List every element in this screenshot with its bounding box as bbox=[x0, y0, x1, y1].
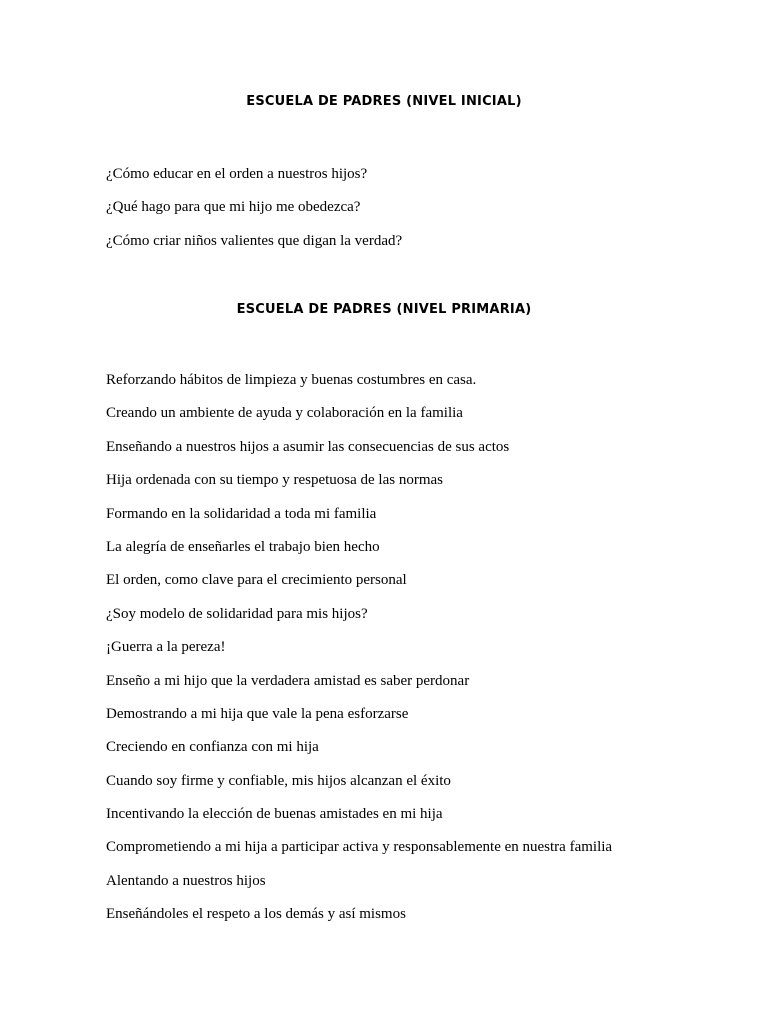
section-heading-inicial: ESCUELA DE PADRES (NIVEL INICIAL) bbox=[246, 94, 522, 109]
topic-list-inicial bbox=[106, 164, 402, 264]
list-item: Comprometiendo a mi hija a participar activa y responsablemente en nuestra familia bbox=[106, 839, 613, 856]
list-item: Demostrando a mi hija que vale la pena esforzarse bbox=[106, 705, 409, 722]
list-item: Incentivando la elección de buenas amistades en mi hija bbox=[106, 806, 443, 823]
topic-list-primaria bbox=[106, 370, 612, 938]
list-item: Formando en la solidaridad a toda mi familia bbox=[106, 505, 377, 522]
list-item: Hija ordenada con su tiempo y respetuosa de las normas bbox=[106, 472, 443, 489]
list-item: Alentando a nuestros hijos bbox=[106, 872, 266, 889]
list-item: Creando un ambiente de ayuda y colaboración en la familia bbox=[106, 405, 463, 422]
section-heading-primaria: ESCUELA DE PADRES (NIVEL PRIMARIA) bbox=[236, 302, 532, 317]
list-item: ¿Cómo criar niños valientes que digan la verdad? bbox=[106, 232, 403, 249]
list-item: La alegría de enseñarles el trabajo bien hecho bbox=[106, 538, 380, 555]
list-item: Enseñándoles el respeto a los demás y así mismos bbox=[106, 906, 406, 923]
list-item: Cuando soy firme y confiable, mis hijos alcanzan el éxito bbox=[106, 772, 451, 789]
list-item: Creciendo en confianza con mi hija bbox=[106, 739, 319, 756]
list-item: Enseño a mi hijo que la verdadera amistad es saber perdonar bbox=[106, 672, 470, 689]
list-item: ¡Guerra a la pereza! bbox=[106, 639, 226, 656]
list-item: Reforzando hábitos de limpieza y buenas costumbres en casa. bbox=[106, 372, 477, 388]
list-item: ¿Qué hago para que mi hijo me obedezca? bbox=[106, 199, 361, 216]
list-item: Enseñando a nuestros hijos a asumir las consecuencias de sus actos bbox=[106, 438, 510, 455]
list-item: ¿Soy modelo de solidaridad para mis hijos? bbox=[106, 605, 368, 622]
list-item: El orden, como clave para el crecimiento personal bbox=[106, 572, 407, 589]
list-item: ¿Cómo educar en el orden a nuestros hijos? bbox=[106, 166, 368, 182]
